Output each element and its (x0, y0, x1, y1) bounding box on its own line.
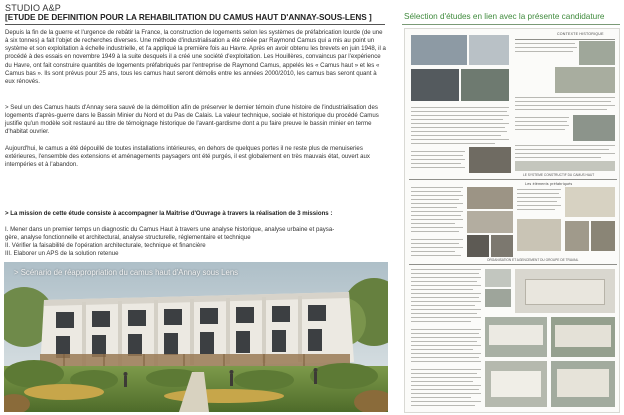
historic-photo (461, 69, 509, 101)
historic-photo (579, 41, 615, 65)
prefab-photo (467, 211, 513, 233)
board-caption: ORGANISATION ET AGENCEMENT DU GROUPE DE TRAVAIL (487, 258, 579, 262)
historic-photo (515, 161, 615, 171)
prefab-photo (491, 235, 513, 257)
historic-photo (411, 35, 467, 65)
render-image (4, 262, 388, 412)
page-title: [ETUDE DE DEFINITION POUR LA REHABILITATION DU CAMUS HAUT D'ANNAY-SOUS-LENS ] (5, 13, 372, 22)
title-rule (5, 24, 385, 25)
mission-item: gère, analyse fonctionnelle et architectural, analyse structurelle, réglementaire et technique (5, 234, 251, 242)
mission-heading: > La mission de cette étude consiste à accompagner la Maîtrise d'Ouvrage à travers la réalisation de 3 missions : (5, 210, 333, 217)
site-photo (489, 325, 543, 345)
board-subheader: Les éléments préfabriqués (525, 182, 573, 186)
selection-rule (402, 24, 620, 25)
site-photo (491, 371, 541, 397)
diagram-photo (517, 219, 561, 251)
selection-heading: Sélection d'études en lien avec la présente candidature (404, 12, 605, 21)
historic-photo (469, 35, 509, 65)
study-board (404, 28, 620, 413)
studio-name: STUDIO A&P (5, 3, 62, 13)
mission-list (5, 226, 387, 258)
diagram-photo (591, 221, 615, 251)
historic-photo (411, 69, 459, 101)
historic-photo (555, 67, 615, 93)
prefab-photo (467, 235, 489, 257)
condition-paragraph: Aujourd'hui, le camus a été dépouillé de toutes installations intérieures, en dehors de quelques portes il ne reste plus de menuiseries extérieures, l'ensemble des extensions et aménagements paysagers ont été purgés, il est globalement en très mauvais état, ouvert aux intempéries et à l'abandon. (5, 145, 370, 169)
mission-item: III. Elaborer un APS de la solution retenue (5, 250, 119, 258)
archive-photo (469, 147, 511, 173)
site-photo (485, 289, 511, 307)
diagram-photo (565, 187, 615, 217)
render-caption: > Scénario de réappropriation du camus haut d'Annay sous Lens (14, 268, 239, 277)
board-header: CONTEXTE HISTORIQUE (557, 32, 604, 36)
site-photo (555, 325, 611, 347)
mission-item: II. Vérifier la faisabilité de l'opération architecturale, technique et financière (5, 242, 206, 250)
historic-photo (573, 115, 615, 141)
intro-paragraph: Depuis la fin de la guerre et l'urgence de rebâtir la France, la construction de logements selon les systèmes de préfabrication lourde (de une à six tonnes) a fait l'objet de recherches diverses. Une méthode d'industrialisation a été créée par Raymond Camus qui a mis au point un système et son exploitation à échelle industrielle, et l'a appliqué la première fois au Havre. Après en avoir obtenu les brevets en juin 1948, il a procédé à des essais en novembre 1949 à la suite desquels il a créé une société d'exploitation. Les Houillères, convaincus par l'expérience du Havre, ont fait construire quantités de logements préfabriqués par l'entreprise de Raymond Camus, appelés les « Camus haut » et les « Camus bas ». Ils sont prévus pour 25 ans, tous les camus haut seront démolis entre les années 2000/2010, les camus bas seront quant à eux rénovés. (5, 29, 386, 85)
preservation-paragraph: > Seul un des Camus hauts d'Annay sera sauvé de la démolition afin de préserver le dernier témoin d'une histoire de l'industrialisation des logements d'après-guerre dans le Bassin Minier du Nord et du Pas de Calais. La valeur technique, sociale et historique du procédé Camus justifie qu'un modèle soit restauré au titre de témoignage historique de l'avant-gardisme dont a pu faire preuve le bassin minier en terme d'habitat ouvrier. (5, 104, 379, 136)
site-photo (485, 269, 511, 287)
diagram-photo (565, 221, 589, 251)
mission-item: I. Mener dans un premier temps un diagnostic du Camus Haut à travers une analyse historique, analyse urbaine et paysa- (5, 226, 335, 233)
site-photo (525, 279, 605, 305)
prefab-photo (467, 187, 513, 209)
board-caption: LE SYSTEME CONSTRUCTIF DU CAMUS HAUT (523, 173, 595, 177)
site-photo (557, 369, 609, 397)
